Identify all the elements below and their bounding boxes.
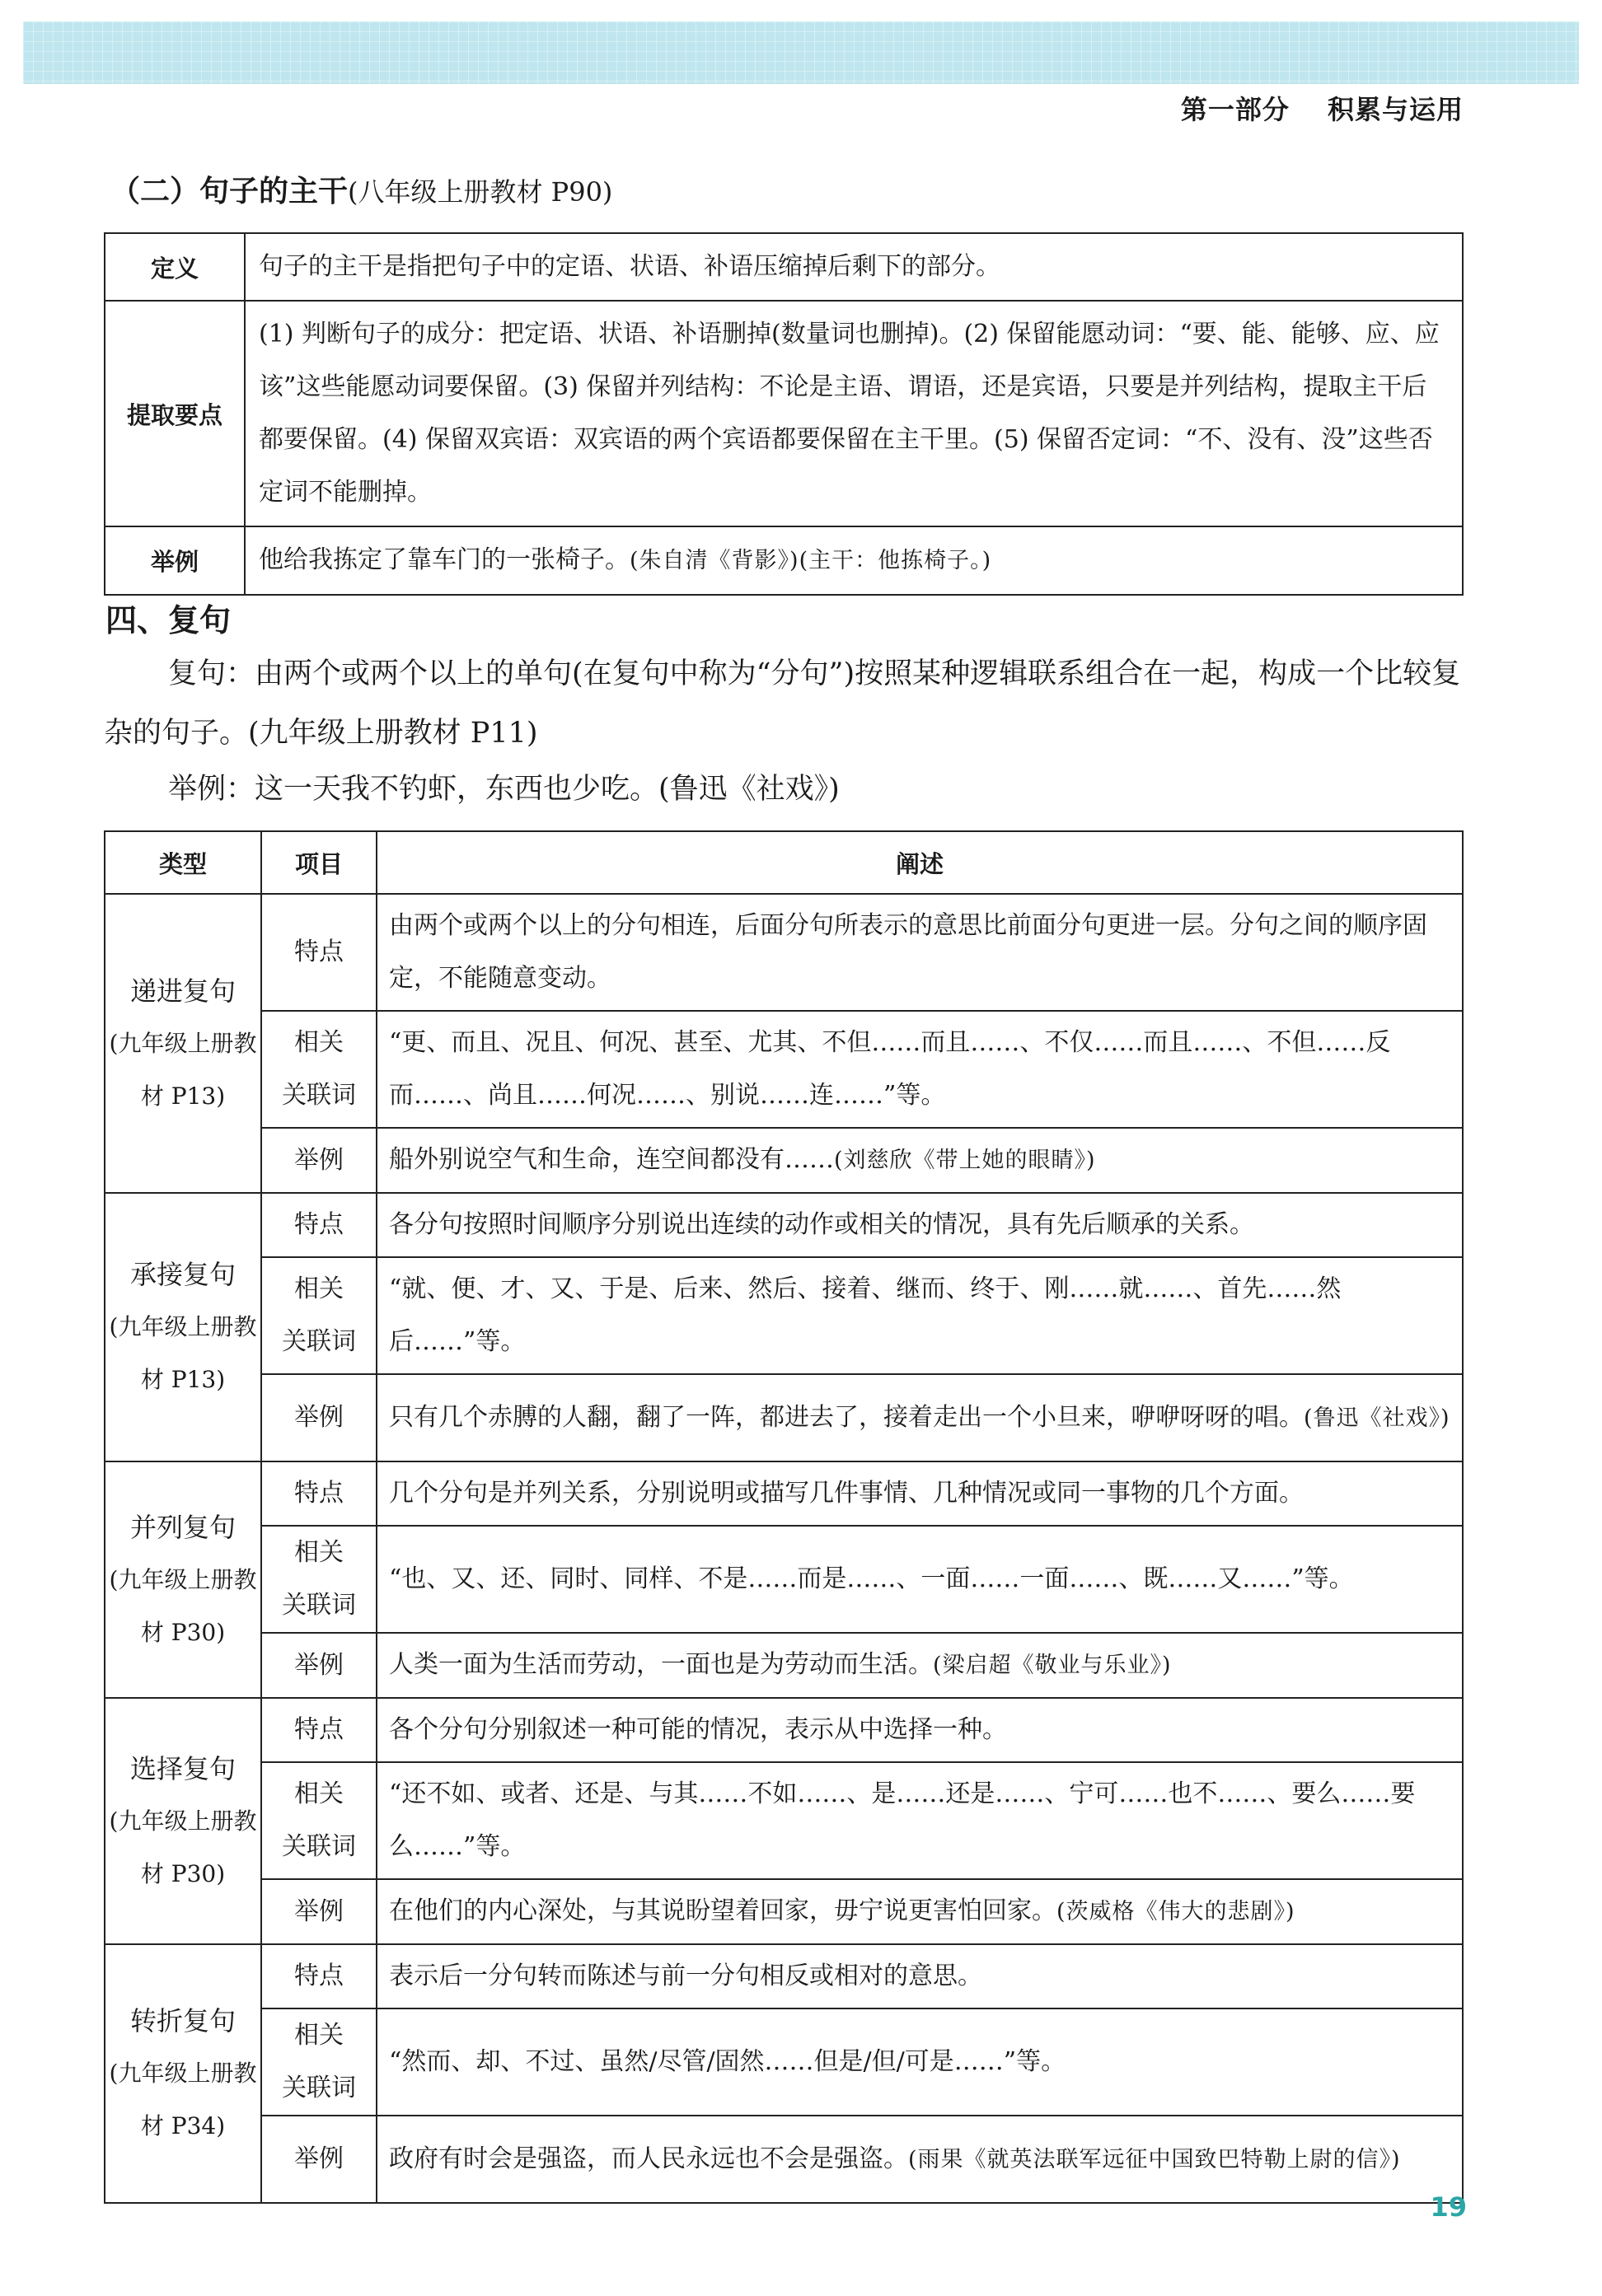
type-cell bbox=[105, 894, 261, 1193]
type-ref: (九年级上册教材 P30) bbox=[109, 1807, 257, 1887]
item-label: 举例 bbox=[261, 2116, 377, 2203]
example-source: (茨威格《伟大的悲剧》) bbox=[1056, 1899, 1295, 1924]
example-cell bbox=[377, 2116, 1463, 2203]
type-ref: (九年级上册教材 P34) bbox=[109, 2060, 257, 2139]
item-label: 举例 bbox=[261, 1879, 377, 1944]
item-label-line: 关联词 bbox=[282, 2074, 356, 2102]
item-label-line: 相关 bbox=[294, 1538, 344, 1567]
header-section: 积累与运用 bbox=[1327, 94, 1464, 125]
item-label-line: 关联词 bbox=[282, 1832, 356, 1861]
table-row bbox=[105, 1526, 1463, 1633]
item-label: 特点 bbox=[261, 1461, 377, 1526]
table-row bbox=[105, 1944, 1463, 2008]
example-source: (鲁迅《社戏》) bbox=[1304, 1405, 1450, 1431]
example-cell bbox=[377, 1633, 1463, 1698]
example-cell bbox=[377, 1879, 1463, 1944]
example-text: 政府有时会是强盗，而人民永远也不会是强盗。 bbox=[389, 2144, 908, 2173]
table-row bbox=[105, 1633, 1463, 1698]
example-source: (梁启超《敬业与乐业》) bbox=[933, 1653, 1172, 1678]
feature-text: 各分句按照时间顺序分别说出连续的动作或相关的情况，具有先后顺承的关系。 bbox=[377, 1193, 1463, 1257]
table-row bbox=[105, 301, 1463, 526]
column-header: 项目 bbox=[261, 831, 377, 894]
subsection-note: (八年级上册教材 P90) bbox=[348, 176, 613, 208]
complex-sentence-definition: 复句：由两个或两个以上的单句(在复句中称为“分句”)按照某种逻辑联系组合在一起，构成一个比较复杂的句子。(九年级上册教材 P11) bbox=[104, 657, 1461, 750]
item-label: 特点 bbox=[261, 1193, 377, 1257]
subsection-title: （二）句子的主干 bbox=[110, 175, 349, 208]
sentence-trunk-table bbox=[104, 232, 1464, 596]
conjunctions-text: “也、又、还、同时、同样、不是……而是……、一面……一面……、既……又……”等。 bbox=[377, 1526, 1463, 1633]
table-row bbox=[105, 233, 1463, 301]
row-value: 句子的主干是指把句子中的定语、状语、补语压缩掉后剩下的部分。 bbox=[245, 233, 1463, 301]
item-label: 举例 bbox=[261, 1374, 377, 1461]
example-source: (雨果《就英法联军远征中国致巴特勒上尉的信》) bbox=[908, 2146, 1401, 2172]
item-label: 特点 bbox=[261, 894, 377, 1011]
conjunctions-text: “还不如、或者、还是、与其……不如……、是……还是……、宁可……也不……、要么……要么……”等。 bbox=[377, 1762, 1463, 1879]
feature-text: 几个分句是并列关系，分别说明或描写几件事情、几种情况或同一事物的几个方面。 bbox=[377, 1461, 1463, 1526]
type-cell bbox=[105, 1461, 261, 1698]
header-band bbox=[23, 21, 1579, 84]
item-label bbox=[261, 2008, 377, 2116]
feature-text: 各个分句分别叙述一种可能的情况，表示从中选择一种。 bbox=[377, 1698, 1463, 1762]
row-key: 提取要点 bbox=[105, 301, 245, 526]
example-cell bbox=[377, 1374, 1463, 1461]
example-cell bbox=[377, 1128, 1463, 1193]
section-heading: 四、复句 bbox=[105, 602, 232, 638]
type-name: 递进复句 bbox=[129, 975, 236, 1007]
type-name: 转折复句 bbox=[129, 2005, 236, 2036]
table-row bbox=[105, 1461, 1463, 1526]
item-label-line: 相关 bbox=[294, 1028, 344, 1057]
row-value: (1) 判断句子的成分：把定语、状语、补语删掉(数量词也删掉)。(2) 保留能愿动词：“要、能、能够、应、应该”这些能愿动词要保留。(3) 保留并列结构：不论是主语、谓语，还是宾语，只要是并列结构，提取主干后都要保留。(4) 保留双宾语：双宾语的两个宾语都要保留在主干里。(5) 保留否定词：“不、没有、没”这些否定词不能删掉。 bbox=[245, 301, 1463, 526]
table-row bbox=[105, 2116, 1463, 2203]
type-cell bbox=[105, 1193, 261, 1461]
example-text: 船外别说空气和生命，连空间都没有…… bbox=[389, 1145, 834, 1174]
feature-text: 由两个或两个以上的分句相连，后面分句所表示的意思比前面分句更进一层。分句之间的顺序固定，不能随意变动。 bbox=[377, 894, 1463, 1011]
page-number: 19 bbox=[1430, 2191, 1467, 2223]
header-part: 第一部分 bbox=[1180, 94, 1290, 125]
type-name: 并列复句 bbox=[129, 1511, 236, 1543]
table-row bbox=[105, 526, 1463, 595]
example-text: 在他们的内心深处，与其说盼望着回家，毋宁说更害怕回家。 bbox=[389, 1896, 1056, 1925]
table-row bbox=[105, 1257, 1463, 1374]
item-label: 特点 bbox=[261, 1698, 377, 1762]
type-ref: (九年级上册教材 P13) bbox=[109, 1313, 257, 1393]
item-label-line: 关联词 bbox=[282, 1327, 356, 1356]
item-label: 举例 bbox=[261, 1633, 377, 1698]
type-cell bbox=[105, 1698, 261, 1944]
conjunctions-text: “然而、却、不过、虽然/尽管/固然……但是/但/可是……”等。 bbox=[377, 2008, 1463, 2116]
conjunctions-text: “更、而且、况且、何况、甚至、尤其、不但……而且……、不仅……而且……、不但……反而……、尚且……何况……、别说……连……”等。 bbox=[377, 1011, 1463, 1128]
table-row bbox=[105, 1762, 1463, 1879]
row-key: 举例 bbox=[105, 526, 245, 595]
column-header: 阐述 bbox=[377, 831, 1463, 894]
table-row bbox=[105, 1011, 1463, 1128]
complex-sentence-example bbox=[104, 760, 1464, 819]
type-ref: (九年级上册教材 P30) bbox=[109, 1565, 257, 1646]
item-label bbox=[261, 1257, 377, 1374]
item-label-line: 相关 bbox=[294, 1274, 344, 1303]
complex-sentence-table bbox=[104, 830, 1464, 2204]
subsection-heading bbox=[110, 168, 612, 210]
item-label: 举例 bbox=[261, 1128, 377, 1193]
running-header bbox=[1181, 89, 1464, 127]
example-source: (鲁迅《社戏》) bbox=[658, 773, 840, 806]
example-source: (朱自清《背影》)(主干：他拣椅子。) bbox=[630, 548, 992, 573]
feature-text: 表示后一分句转而陈述与前一分句相反或相对的意思。 bbox=[377, 1944, 1463, 2008]
example-text: 人类一面为生活而劳动，一面也是为劳动而生活。 bbox=[389, 1650, 933, 1679]
table-header-row bbox=[105, 831, 1463, 894]
table-row bbox=[105, 2008, 1463, 2116]
item-label bbox=[261, 1526, 377, 1633]
row-value bbox=[245, 526, 1463, 595]
table-row bbox=[105, 1698, 1463, 1762]
table-row bbox=[105, 1128, 1463, 1193]
example-text: 他给我拣定了靠车门的一张椅子。 bbox=[259, 545, 630, 574]
table-row bbox=[105, 1879, 1463, 1944]
item-label-line: 相关 bbox=[294, 1779, 344, 1808]
type-cell bbox=[105, 1944, 261, 2203]
example-text: 只有几个赤膊的人翻，翻了一阵，都进去了，接着走出一个小旦来，咿咿呀呀的唱。 bbox=[389, 1402, 1304, 1432]
type-ref: (九年级上册教材 P13) bbox=[109, 1029, 257, 1110]
column-header: 类型 bbox=[105, 831, 261, 894]
item-label-line: 相关 bbox=[294, 2021, 344, 2050]
item-label-line: 关联词 bbox=[282, 1081, 356, 1110]
table-row bbox=[105, 894, 1463, 1011]
type-name: 选择复句 bbox=[129, 1752, 236, 1784]
conjunctions-text: “就、便、才、又、于是、后来、然后、接着、继而、终于、刚……就……、首先……然后……”等。 bbox=[377, 1257, 1463, 1374]
table-row bbox=[105, 1374, 1463, 1461]
item-label: 特点 bbox=[261, 1944, 377, 2008]
item-label-line: 关联词 bbox=[282, 1591, 356, 1620]
item-label bbox=[261, 1011, 377, 1128]
example-source: (刘慈欣《带上她的眼睛》) bbox=[834, 1148, 1096, 1173]
item-label bbox=[261, 1762, 377, 1879]
row-key: 定义 bbox=[105, 233, 245, 301]
type-name: 承接复句 bbox=[129, 1259, 236, 1290]
table-row bbox=[105, 1193, 1463, 1257]
example-text: 举例：这一天我不钓虾，东西也少吃。 bbox=[168, 773, 659, 806]
